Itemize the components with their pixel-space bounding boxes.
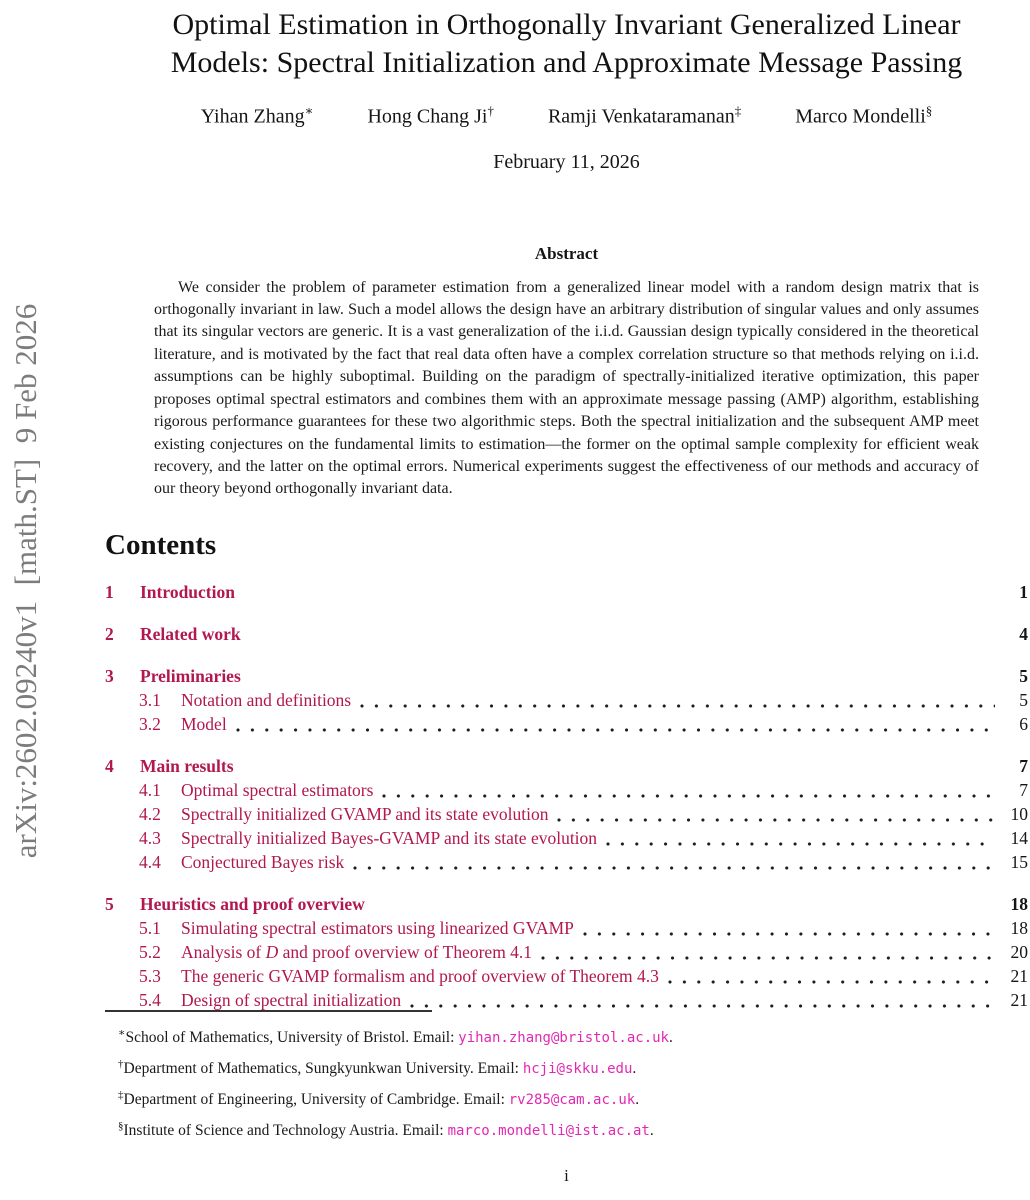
toc-entry-page: 5: [1019, 665, 1028, 686]
toc-entry-preliminaries[interactable]: [105, 665, 1028, 688]
author-list: [105, 103, 1028, 129]
paper-title: [105, 6, 1028, 82]
paper-date: February 11, 2026: [493, 150, 640, 173]
toc-entry-number: 2: [105, 623, 114, 644]
toc-leader-dots: [557, 818, 995, 822]
toc-entry-number: 4: [105, 755, 114, 776]
footnote-1-text: School of Mathematics, University of Bristol. Email:: [125, 1028, 459, 1046]
toc-entry-related-work[interactable]: [105, 623, 1028, 646]
toc-entry-page: 1: [1019, 581, 1028, 602]
author-2-footnote-mark: †: [487, 103, 494, 118]
toc-entry-conjectured-bayes-risk[interactable]: [105, 851, 1028, 874]
contents-heading: Contents: [105, 528, 217, 561]
toc-entry-simulating-spectral-estimators[interactable]: [105, 917, 1028, 940]
toc-entry-title: Related work: [140, 623, 241, 644]
footnote-4: [105, 1113, 1028, 1144]
toc-entry-title: Conjectured Bayes risk: [181, 851, 345, 872]
footnote-2-period: .: [632, 1060, 637, 1078]
toc-entry-introduction[interactable]: [105, 581, 1028, 604]
toc-entry-number: 5: [105, 893, 114, 914]
toc-leader-dots: [606, 842, 995, 846]
footnotes-section: [105, 1010, 1028, 1145]
toc-entry-page: 20: [1010, 941, 1028, 962]
toc-leader: [244, 596, 995, 600]
toc-entry-number: 4.3: [139, 827, 161, 848]
toc-entry-number: 3.2: [139, 713, 161, 734]
toc-entry-title: Design of spectral initialization: [181, 989, 402, 1010]
toc-leader: [243, 770, 996, 774]
toc-entry-page: 7: [1019, 779, 1028, 800]
toc-entry-number: 5.1: [139, 917, 161, 938]
toc-entry-page: 5: [1019, 689, 1028, 710]
toc-entry-design-of-spectral-initialization[interactable]: [105, 989, 1028, 1012]
toc-entry-title: Main results: [140, 755, 234, 776]
toc-leader-dots: [236, 728, 995, 732]
toc-entry-notation-and-definitions[interactable]: [105, 689, 1028, 712]
author-4: [795, 103, 932, 129]
author-4-name: Marco Mondelli: [795, 105, 926, 128]
toc-entry-generic-gvamp-formalism[interactable]: [105, 965, 1028, 988]
toc-title-suffix: and proof overview of Theorem 4.1: [278, 941, 533, 962]
toc-leader-dots: [583, 932, 995, 936]
author-3-footnote-mark: ‡: [734, 103, 742, 118]
author-2-name: Hong Chang Ji: [367, 105, 488, 128]
toc-entry-page: 21: [1010, 989, 1028, 1010]
toc-entry-title: Heuristics and proof overview: [140, 893, 365, 914]
footnote-1: [105, 1020, 1028, 1051]
toc-entry-number: 5.3: [139, 965, 161, 986]
toc-entry-page: 4: [1019, 623, 1028, 644]
footnote-4-period: .: [649, 1122, 654, 1140]
author-3: [548, 103, 741, 129]
toc-title-prefix: Analysis of: [181, 941, 266, 962]
abstract-text: We consider the problem of parameter estimation from a generalized linear model with a random design matrix that is orthogonally invariant in law. Such a model allows the design have an arbitrary distribution of singular values and only assumes that its singular vectors are generic. It is a vast generalization of the i.i.d. Gaussian design typically considered in the theoretical literature, and is motivated by the fact that real data often have a complex correlation structure so that methods relying on i.i.d. assumptions can be highly suboptimal. Building on the paradigm of spectrally-initialized iterative optimization, this paper proposes optimal spectral estimators and combines them with an approximate message passing (AMP) algorithm, establishing rigorous performance guarantees for these two algorithmic steps. Both the spectral initialization and the subsequent AMP meet existing conjectures on the fundamental limits to estimation—the former on the optimal sample complexity for efficient weak recovery, and the latter on the optimal errors. Numerical experiments suggest the effectiveness of our methods and accuracy of our theory beyond orthogonally invariant data.: [154, 278, 979, 498]
footnote-4-text: Institute of Science and Technology Austria. Email:: [123, 1122, 448, 1140]
footnote-1-mark: ∗: [118, 1026, 126, 1039]
toc-entry-number: 5.4: [139, 989, 161, 1010]
toc-entry-main-results[interactable]: [105, 755, 1028, 778]
toc-entry-number: 4.1: [139, 779, 161, 800]
toc-entry-page: 18: [1010, 893, 1028, 914]
toc-leader: [374, 908, 995, 912]
table-of-contents: [105, 581, 1028, 1012]
abstract-section: [105, 244, 1028, 501]
footnote-1-email-link[interactable]: yihan.zhang@bristol.ac.uk: [458, 1029, 669, 1046]
footnote-3-period: .: [635, 1091, 640, 1109]
footnote-3-email-link[interactable]: rv285@cam.ac.uk: [508, 1092, 636, 1109]
footnote-4-email-link[interactable]: marco.mondelli@ist.ac.at: [447, 1123, 650, 1140]
toc-leader-dots: [410, 1004, 995, 1008]
footnote-2-text: Department of Mathematics, Sungkyunkwan University. Email:: [123, 1060, 523, 1078]
footnote-2-email-link[interactable]: hcji@skku.edu: [522, 1061, 633, 1078]
toc-entry-number: 3.1: [139, 689, 161, 710]
toc-entry-title: Optimal spectral estimators: [181, 779, 374, 800]
toc-entry-heuristics-and-proof-overview[interactable]: [105, 893, 1028, 916]
toc-entry-title: Simulating spectral estimators using linearized GVAMP: [181, 917, 574, 938]
paper-title-line2: Models: Spectral Initialization and Approximate Message Passing: [170, 46, 963, 79]
math-variable-D: D: [265, 941, 279, 962]
toc-entry-number: 4.2: [139, 803, 161, 824]
toc-entry-page: 10: [1010, 803, 1028, 824]
author-1-name: Yihan Zhang: [200, 105, 305, 128]
toc-entry-page: 21: [1010, 965, 1028, 986]
footnote-3-mark: ‡: [118, 1089, 124, 1102]
footnote-3-text: Department of Engineering, University of Cambridge. Email:: [123, 1091, 509, 1109]
document-body: [105, 0, 1028, 1144]
toc-entry-spectrally-initialized-bayes-gvamp[interactable]: [105, 827, 1028, 850]
toc-leader-dots: [382, 794, 995, 798]
toc-entry-title: Spectrally initialized GVAMP and its state evolution: [181, 803, 549, 824]
author-1: [201, 103, 314, 129]
toc-entry-spectrally-initialized-gvamp[interactable]: [105, 803, 1028, 826]
toc-entry-number: 1: [105, 581, 114, 602]
author-2: [367, 103, 494, 129]
toc-entry-optimal-spectral-estimators[interactable]: [105, 779, 1028, 802]
author-3-name: Ramji Venkataramanan: [547, 105, 735, 128]
toc-entry-number: 3: [105, 665, 114, 686]
arxiv-watermark: arXiv:2602.09240v1 [math.ST] 9 Feb 2026: [8, 303, 43, 859]
toc-entry-page: 15: [1010, 851, 1028, 872]
toc-entry-title: Introduction: [140, 581, 235, 602]
toc-leader-dots: [668, 980, 995, 984]
toc-entry-number: 5.2: [139, 941, 161, 962]
author-4-footnote-mark: §: [925, 103, 933, 118]
toc-leader: [250, 638, 995, 642]
toc-entry-analysis-of-d[interactable]: [105, 941, 1028, 964]
toc-entry-page: 18: [1010, 917, 1028, 938]
page-number: i: [564, 1166, 569, 1185]
author-1-footnote-mark: ∗: [304, 103, 314, 118]
toc-entry-title: Preliminaries: [140, 665, 241, 686]
toc-entry-page: 14: [1010, 827, 1028, 848]
paper-title-line1: Optimal Estimation in Orthogonally Invariant Generalized Linear: [172, 8, 961, 41]
toc-leader-dots: [360, 704, 995, 708]
footnote-1-period: .: [668, 1028, 673, 1046]
toc-entry-title: Spectrally initialized Bayes-GVAMP and its state evolution: [181, 827, 598, 848]
toc-leader-dots: [353, 866, 995, 870]
toc-leader-dots: [541, 956, 995, 960]
footnote-2: [105, 1051, 1028, 1082]
toc-entry-page: 7: [1019, 755, 1028, 776]
toc-leader: [250, 680, 995, 684]
toc-entry-page: 6: [1019, 713, 1028, 734]
toc-entry-title: [181, 941, 532, 964]
toc-entry-number: 4.4: [139, 851, 161, 872]
toc-entry-title: Model: [181, 713, 227, 734]
toc-entry-title: The generic GVAMP formalism and proof overview of Theorem 4.3: [181, 965, 659, 986]
abstract-heading: Abstract: [534, 243, 599, 263]
footnote-2-mark: †: [118, 1057, 124, 1070]
toc-entry-title: Notation and definitions: [181, 689, 352, 710]
footnote-3: [105, 1082, 1028, 1113]
footnote-4-mark: §: [118, 1120, 124, 1133]
toc-entry-model[interactable]: [105, 713, 1028, 736]
